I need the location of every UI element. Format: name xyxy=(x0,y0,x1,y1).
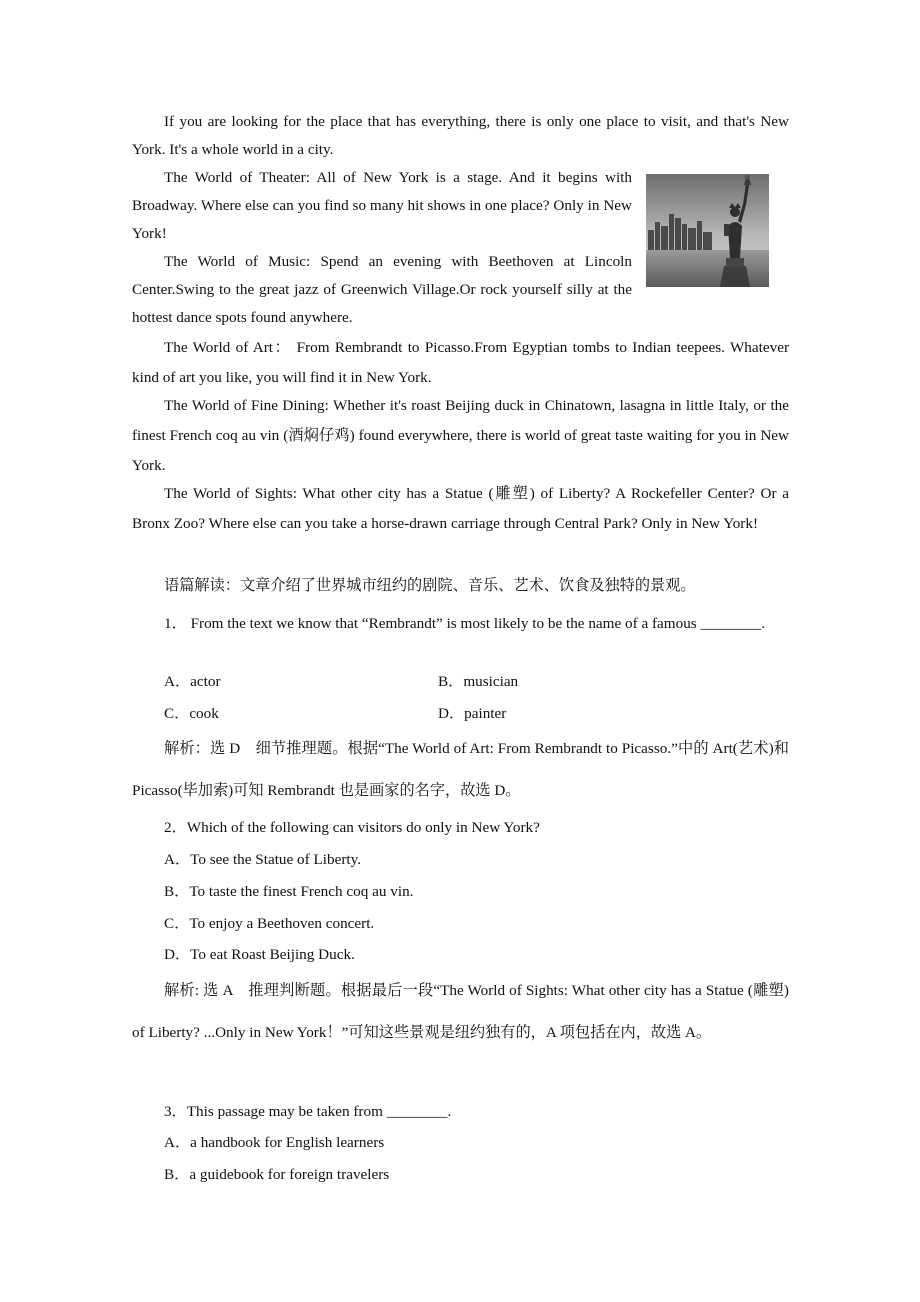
q3-stem: 3．This passage may be taken from ________. xyxy=(164,1103,452,1120)
q2-option-b: B．To taste the finest French coq au vin. xyxy=(164,883,414,900)
passage-sights: The World of Sights: What other city has a Statue (雕塑) of Liberty? A Rockefeller Center? Or a Bronx Zoo? Where else can you take a horse-drawn carriage through Central Park? Only in New York! xyxy=(132,485,789,532)
q2-option-a: A．To see the Statue of Liberty. xyxy=(164,851,362,868)
q1-option-b: B．musician xyxy=(438,673,519,690)
statue-of-liberty-photo xyxy=(646,174,769,287)
passage-intro: If you are looking for the place that has everything, there is only one place to visit, and that's New York. It's a whole world in a city. xyxy=(132,113,789,158)
passage-dining: The World of Fine Dining: Whether it's roast Beijing duck in Chinatown, lasagna in little Italy, or the finest French coq au vin (酒焖仔鸡) found everywhere, there is world of great taste waiting for you in New York. xyxy=(132,397,789,474)
q1-stem: 1． From the text we know that “Rembrandt” is most likely to be the name of a famous ________. xyxy=(164,615,766,632)
q1-analysis: 解析：选 D 细节推理题。根据“The World of Art: From Rembrandt to Picasso.”中的 Art(艺术)和 Picasso(毕加索)可知 Rembrandt 也是画家的名字，故选 D。 xyxy=(132,740,789,799)
q2-option-c: C．To enjoy a Beethoven concert. xyxy=(164,915,375,932)
q3-option-b: B．a guidebook for foreign travelers xyxy=(164,1166,390,1183)
reading-summary: 语篇解读：文章介绍了世界城市纽约的剧院、音乐、艺术、饮食及独特的景观。 xyxy=(164,576,696,594)
q1-option-c: C．cook xyxy=(164,705,219,722)
q2-analysis: 解析: 选 A 推理判断题。根据最后一段“The World of Sights: What other city has a Statue (雕塑) of Liberty? ...Only in New York！”可知这些景观是纽约独有的，A 项包括在内，故选 A。 xyxy=(132,982,789,1041)
q2-option-d: D．To eat Roast Beijing Duck. xyxy=(164,946,355,963)
q1-option-d: D．painter xyxy=(438,705,507,722)
passage-music: The World of Music: Spend an evening with Beethoven at Lincoln Center.Swing to the great jazz of Greenwich Village.Or rock yourself silly at the hottest dance spots found anywhere. xyxy=(132,253,632,326)
q2-stem: 2．Which of the following can visitors do only in New York? xyxy=(164,819,540,836)
passage-art: The World of Art： From Rembrandt to Picasso.From Egyptian tombs to Indian teepees. Whatever kind of art you like, you will find it in New York. xyxy=(132,339,789,386)
passage-theater: The World of Theater: All of New York is a stage. And it begins with Broadway. Where else can you find so many hit shows in one place? Only in New York! xyxy=(132,169,632,242)
q1-option-a: A．actor xyxy=(164,673,221,690)
q3-option-a: A．a handbook for English learners xyxy=(164,1134,385,1151)
